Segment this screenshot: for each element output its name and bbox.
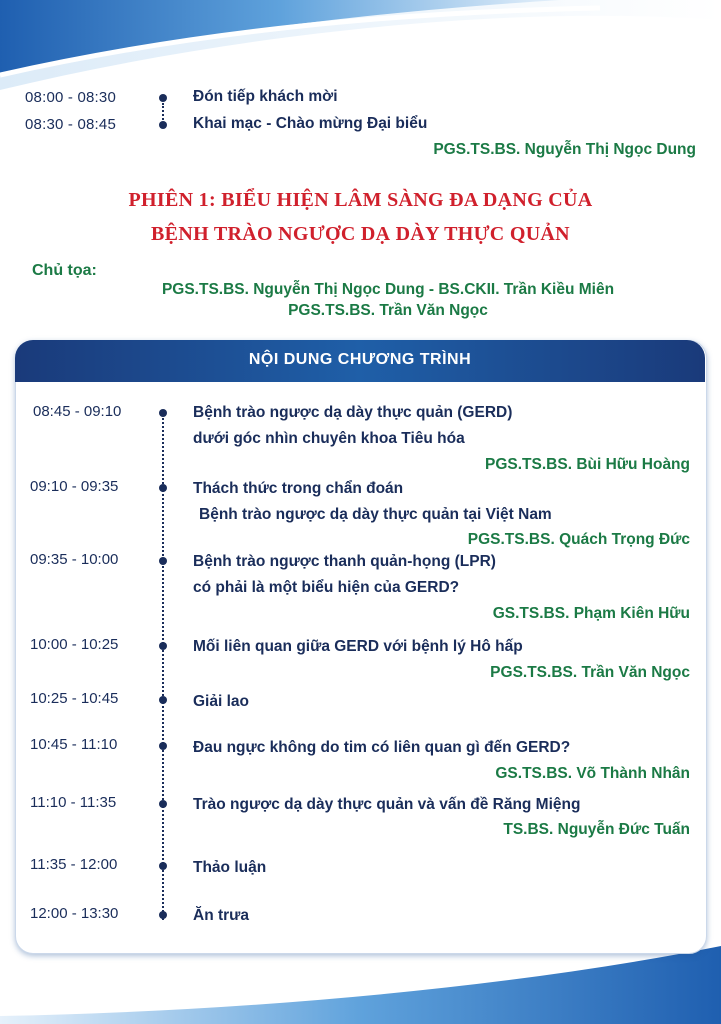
opening-speaker: PGS.TS.BS. Nguyễn Thị Ngọc Dung bbox=[433, 141, 696, 158]
program-header: NỘI DUNG CHƯƠNG TRÌNH bbox=[248, 351, 472, 368]
program-title: có phải là một biểu hiện của GERD? bbox=[193, 579, 460, 596]
program-time: 11:35 - 12:00 bbox=[30, 856, 118, 873]
program-title: Trào ngược dạ dày thực quản và vấn đề Răng Miệng bbox=[193, 796, 581, 813]
program-speaker: GS.TS.BS. Phạm Kiên Hữu bbox=[492, 605, 690, 622]
program-time: 11:10 - 11:35 bbox=[30, 794, 117, 811]
program-time: 10:25 - 10:45 bbox=[30, 690, 119, 707]
program-time: 10:45 - 11:10 bbox=[30, 736, 118, 753]
opening-title: Khai mạc - Chào mừng Đại biểu bbox=[193, 115, 428, 132]
program-speaker: PGS.TS.BS. Bùi Hữu Hoàng bbox=[485, 456, 690, 473]
timeline-dot bbox=[159, 911, 167, 919]
timeline-dot bbox=[159, 557, 167, 565]
program-speaker: PGS.TS.BS. Quách Trọng Đức bbox=[467, 531, 690, 548]
opening-title: Đón tiếp khách mời bbox=[193, 88, 338, 105]
program-title: Bệnh trào ngược thanh quản-họng (LPR) bbox=[193, 553, 496, 570]
timeline-dot bbox=[159, 800, 167, 808]
timeline-dot bbox=[159, 484, 167, 492]
session-title-line1: PHIÊN 1: BIỂU HIỆN LÂM SÀNG ĐA DẠNG CỦA bbox=[128, 189, 593, 211]
timeline-dot bbox=[159, 121, 167, 129]
session-title-line2: BỆNH TRÀO NGƯỢC DẠ DÀY THỰC QUẢN bbox=[151, 223, 570, 245]
timeline-dot bbox=[159, 642, 167, 650]
timeline-dot bbox=[159, 409, 167, 417]
chair-names-line2: PGS.TS.BS. Trần Văn Ngọc bbox=[288, 302, 488, 319]
program-title: Thách thức trong chẩn đoán bbox=[193, 480, 404, 497]
program-title: Ăn trưa bbox=[193, 907, 250, 924]
program-time: 08:45 - 09:10 bbox=[33, 403, 122, 420]
program-title: Giải lao bbox=[193, 693, 249, 710]
program-title: Bệnh trào ngược dạ dày thực quản tại Việt Nam bbox=[199, 506, 552, 523]
program-title: Đau ngực không do tim có liên quan gì đến GERD? bbox=[193, 739, 571, 756]
timeline-line bbox=[162, 103, 164, 120]
program-time: 09:35 - 10:00 bbox=[30, 551, 119, 568]
program-speaker: GS.TS.BS. Võ Thành Nhân bbox=[495, 765, 690, 782]
program-title: dưới góc nhìn chuyên khoa Tiêu hóa bbox=[193, 430, 465, 447]
program-speaker: PGS.TS.BS. Trần Văn Ngọc bbox=[490, 664, 690, 681]
program-time: 10:00 - 10:25 bbox=[30, 636, 119, 653]
timeline-dot bbox=[159, 862, 167, 870]
program-speaker: TS.BS. Nguyễn Đức Tuấn bbox=[503, 821, 690, 838]
chair-label: Chủ tọa: bbox=[32, 262, 97, 279]
program-title: Thảo luận bbox=[193, 859, 267, 876]
timeline-dot bbox=[159, 742, 167, 750]
opening-time: 08:00 - 08:30 bbox=[25, 89, 117, 106]
opening-time: 08:30 - 08:45 bbox=[25, 116, 117, 133]
program-title: Mối liên quan giữa GERD với bệnh lý Hô hấp bbox=[193, 638, 523, 655]
program-title: Bệnh trào ngược dạ dày thực quản (GERD) bbox=[193, 404, 513, 421]
program-time: 12:00 - 13:30 bbox=[30, 905, 119, 922]
chair-names-line1: PGS.TS.BS. Nguyễn Thị Ngọc Dung - BS.CKII. Trần Kiều Miên bbox=[161, 281, 615, 298]
program-time: 09:10 - 09:35 bbox=[30, 478, 119, 495]
timeline-dot bbox=[159, 94, 167, 102]
timeline-dot bbox=[159, 696, 167, 704]
